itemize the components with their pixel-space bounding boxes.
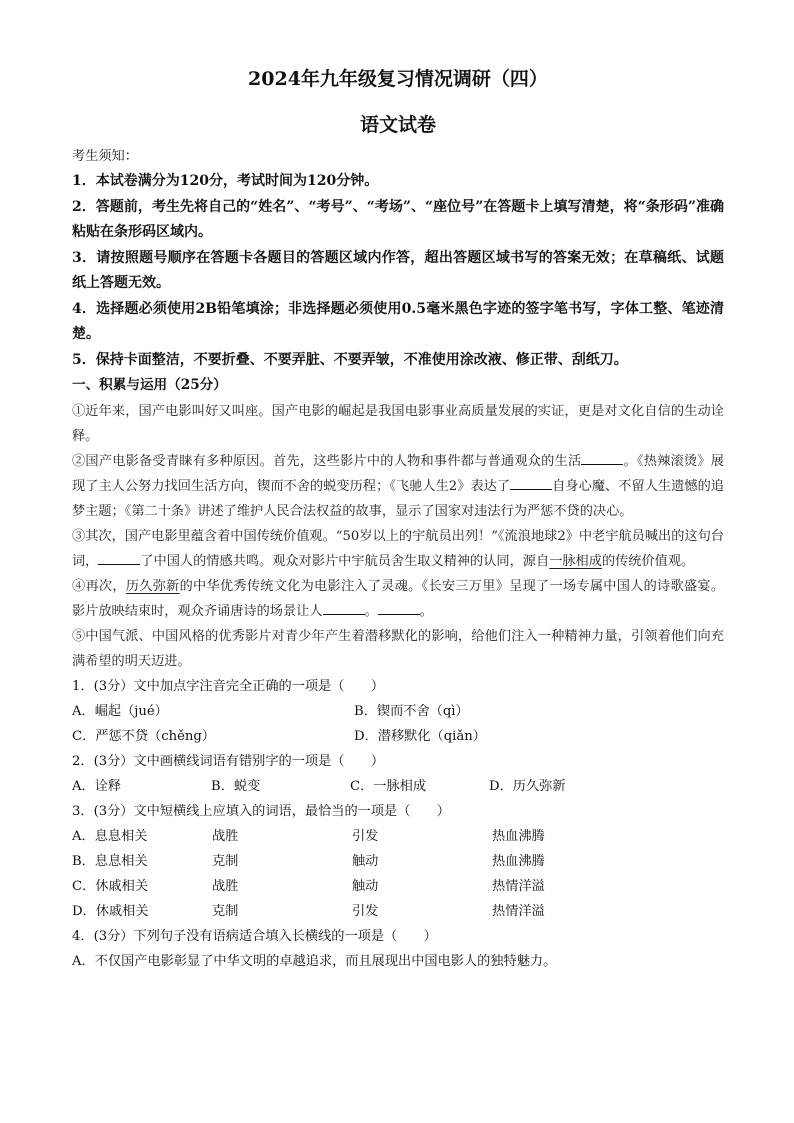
question-stem: 1．(3分）文中加点字注音完全正确的一项是（ ） xyxy=(72,678,385,694)
option-cell: 引发 xyxy=(352,903,379,919)
option-a: A．诠释 xyxy=(72,778,122,794)
option-cell: 战胜 xyxy=(212,828,239,844)
notice-item-5: 5．保持卡面整洁，不要折叠、不要弄脏、不要弄皱，不准使用涂改液、修正带、刮纸刀。 xyxy=(72,351,628,368)
question-3 xyxy=(72,799,724,924)
section-heading: 一、积累与运用（25分） xyxy=(72,377,227,393)
option-c: C．严惩不贷（chěng） xyxy=(72,728,216,744)
passage-paragraph-1: ①近年来，国产电影叫好又叫座。国产电影的崛起是我国电影事业高质量发展的实证，更是对文化自信的生动诠释。 xyxy=(72,403,724,444)
passage-paragraph-4 xyxy=(72,574,724,624)
option-row-c xyxy=(72,874,724,899)
option-cell: 触动 xyxy=(352,878,379,894)
option-a: A．崛起（jué） xyxy=(72,703,168,719)
underlined-term: 历久弥新 xyxy=(125,578,180,594)
text-span: 的中华优秀传统文化为电影注入了灵魂。《长安三万里》呈现了一场专属中国人的诗歌盛宴。影片放映结束时，观众齐诵唐诗的场景让人 xyxy=(72,578,725,619)
notice-heading: 考生须知： xyxy=(72,149,138,164)
option-cell: 热情洋溢 xyxy=(492,878,545,894)
question-2 xyxy=(72,749,724,799)
option-cell: B．息息相关 xyxy=(72,853,148,869)
notice-item-2: 2．答题前，考生先将自己的“姓名”、“考号”、“考场”、“座位号”在答题卡上填写清楚，将“条形码”准确粘贴在条形码区域内。 xyxy=(72,198,724,240)
option-c: C．一脉相成 xyxy=(350,778,427,794)
option-d: D．潜移默化（qiǎn） xyxy=(354,728,486,744)
text-span: ④再次， xyxy=(72,578,126,594)
option-b: B．锲而不舍（qì） xyxy=(354,703,469,719)
notice-item-3: 3．请按照题号顺序在答题卡各题目的答题区域内作答，超出答题区域书写的答案无效；在草稿纸、试题纸上答题无效。 xyxy=(72,249,724,291)
underlined-term: 一脉相成 xyxy=(549,553,602,569)
option-row xyxy=(72,699,724,724)
option-a: A．不仅国产电影彰显了中华文明的卓越追求，而且展现出中国电影人的独特魅力。 xyxy=(72,953,557,969)
text-span: ③其次，国产电影里蕴含着中国传统价值观。“50岁以上的宇航员出列！”《流浪地球2》中老宇航员喊出的这句台词， xyxy=(72,528,724,569)
notice-item-1: 1．本试卷满分为120分，考试时间为120分钟。 xyxy=(72,173,379,189)
option-cell: D．休戚相关 xyxy=(72,903,149,919)
exam-page xyxy=(72,66,724,974)
option-cell: A．息息相关 xyxy=(72,828,148,844)
exam-subtitle: 语文试卷 xyxy=(359,114,436,136)
option-d: D．历久弥新 xyxy=(489,778,566,794)
notice-block xyxy=(72,144,724,373)
option-cell: 热血沸腾 xyxy=(492,828,545,844)
question-stem: 4．(3分）下列句子没有语病适合填入长横线的一项是（ ） xyxy=(72,928,437,944)
option-cell: 克制 xyxy=(212,853,239,869)
text-span: 。 xyxy=(364,603,378,619)
passage-paragraph-5: ⑤中国气派、中国风格的优秀影片对青少年产生着潜移默化的影响，给他们注入一种精神力量，引领着他们向充满希望的明天迈进。 xyxy=(72,628,724,669)
option-row-b xyxy=(72,849,724,874)
passage-paragraph-3 xyxy=(72,524,724,574)
text-span: 了中国人的情感共鸣。观众对影片中宇航员舍生取义精神的认同，源自 xyxy=(140,553,550,569)
reading-passage xyxy=(72,399,724,674)
fill-blank xyxy=(510,475,552,490)
text-span: ②国产电影备受青睐有多种原因。首先，这些影片中的人物和事件都与普通观众的生活 xyxy=(72,453,582,469)
text-span: 的传统价值观。 xyxy=(601,553,695,569)
question-stem: 2．(3分）文中画横线词语有错别字的一项是（ ） xyxy=(72,753,385,769)
long-blank xyxy=(378,600,420,615)
passage-paragraph-2 xyxy=(72,449,724,524)
option-cell: C．休戚相关 xyxy=(72,878,149,894)
fill-blank xyxy=(323,600,365,615)
option-row-d xyxy=(72,899,724,924)
option-cell: 触动 xyxy=(352,853,379,869)
exam-title: 2024年九年级复习情况调研（四） xyxy=(248,68,548,90)
text-span: 自身心魔、不留人生遗憾的追梦主题；《第二十条》讲述了维护人民合法权益的故事，显示了国家对违法行为严惩不贷的决心。 xyxy=(72,478,724,519)
option-row xyxy=(72,774,724,799)
option-row-a xyxy=(72,824,724,849)
text-span: 。《热辣滚烫》展现了主人公努力找回生活方向，锲而不舍的蜕变历程；《飞驰人生2》表达了 xyxy=(72,453,724,494)
question-4 xyxy=(72,924,724,974)
option-b: B．蜕变 xyxy=(211,778,261,794)
option-cell: 克制 xyxy=(212,903,239,919)
option-cell: 热血沸腾 xyxy=(492,853,545,869)
fill-blank xyxy=(581,450,623,465)
option-cell: 热情洋溢 xyxy=(492,903,545,919)
option-row xyxy=(72,724,724,749)
option-cell: 战胜 xyxy=(212,878,239,894)
notice-item-4: 4．选择题必须使用2B铅笔填涂；非选择题必须使用0.5毫米黑色字迹的签字笔书写，字体工整、笔迹清楚。 xyxy=(72,300,724,342)
text-span: 。 xyxy=(419,603,433,619)
question-stem: 3．(3分）文中短横线上应填入的词语，最恰当的一项是（ ） xyxy=(72,803,450,819)
option-cell: 引发 xyxy=(352,828,379,844)
fill-blank xyxy=(98,550,140,565)
question-1 xyxy=(72,674,724,749)
